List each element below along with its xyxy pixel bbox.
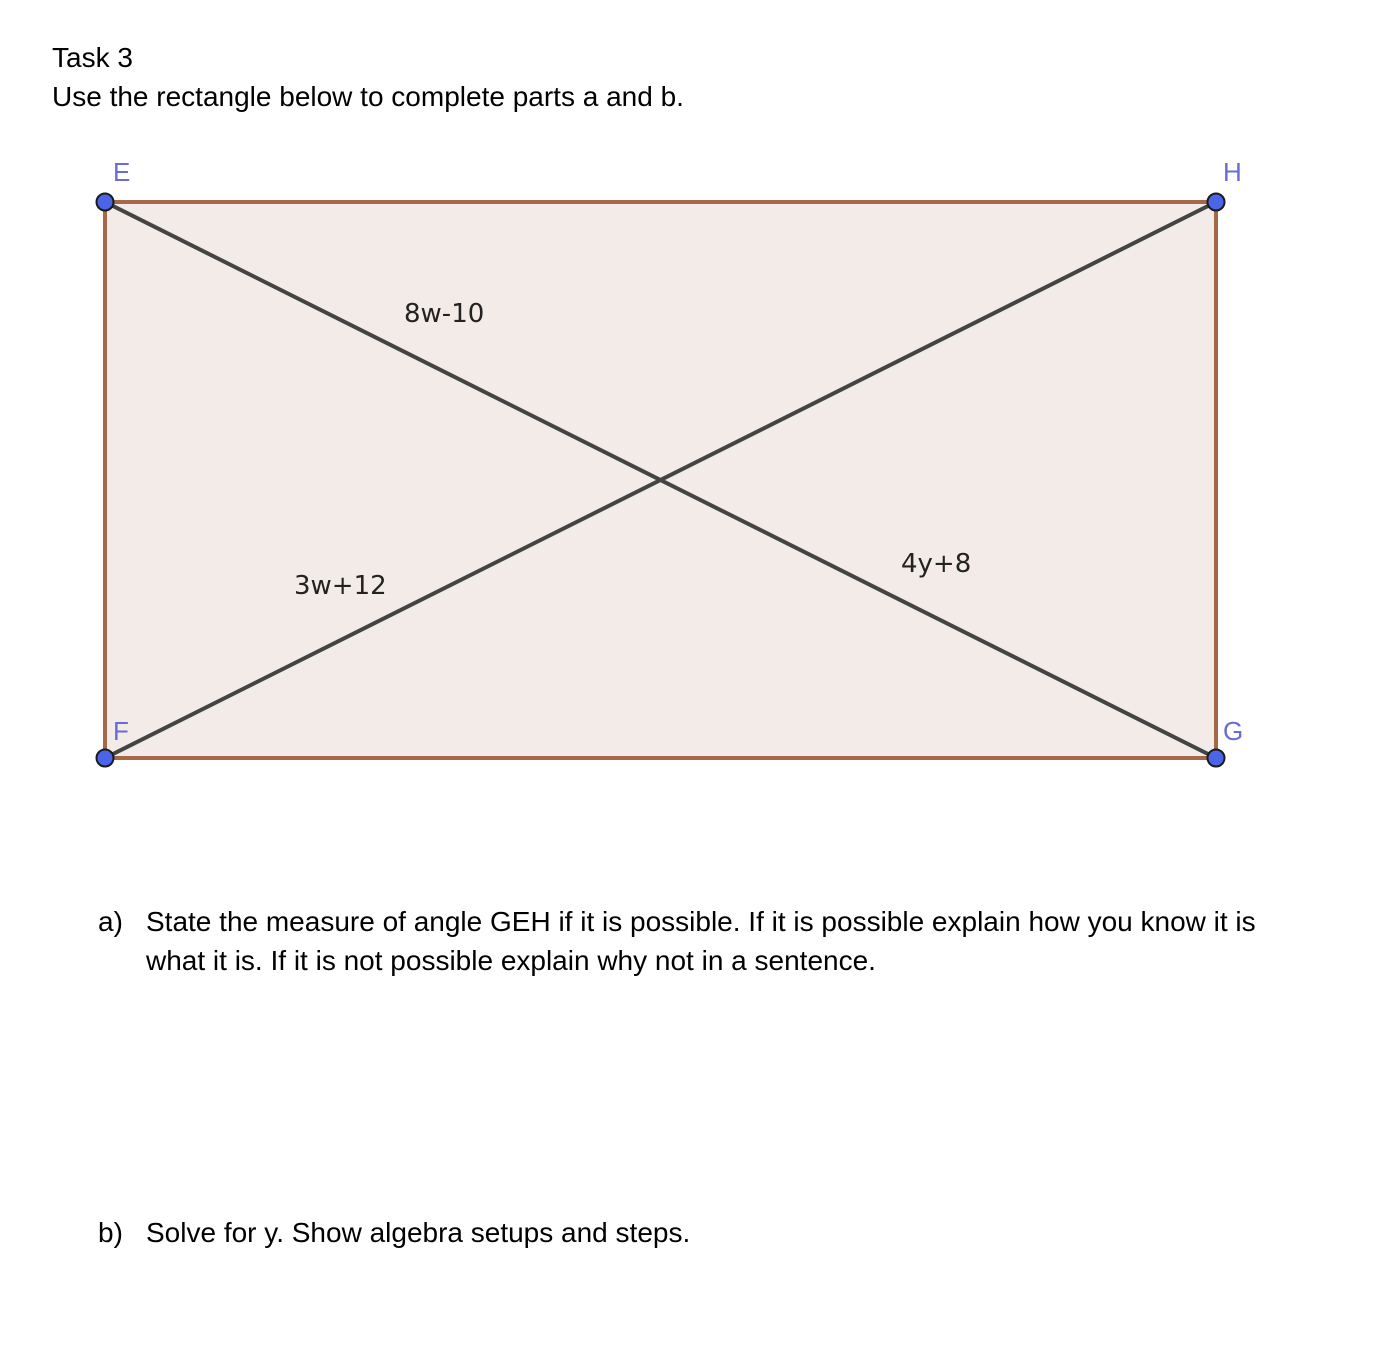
segment-label-8w-10: 8w-10 <box>404 299 485 329</box>
vertex-point-H[interactable] <box>1208 194 1225 211</box>
task-title: Task 3 <box>52 42 133 73</box>
question-a-text: State the measure of angle GEH if it is possible. If it is possible explain how you know it is what it is. If it is not possible explain why not in a sentence. <box>146 906 1256 976</box>
vertex-label-G: G <box>1223 716 1244 746</box>
question-b-marker: b) <box>98 1217 123 1248</box>
vertex-label-E: E <box>113 157 131 187</box>
task-instruction: Use the rectangle below to complete parts a and b. <box>52 81 684 112</box>
vertex-point-F[interactable] <box>97 750 114 767</box>
question-a <box>98 902 1286 980</box>
segment-label-3w+12: 3w+12 <box>294 571 387 601</box>
vertex-label-H: H <box>1223 157 1242 187</box>
question-b-text: Solve for y. Show algebra setups and steps. <box>146 1217 691 1248</box>
vertex-label-F: F <box>113 716 129 746</box>
segment-label-4y+8: 4y+8 <box>901 549 972 579</box>
vertex-point-G[interactable] <box>1208 750 1225 767</box>
question-a-marker: a) <box>98 906 123 937</box>
question-b <box>98 1213 1286 1252</box>
vertex-point-E[interactable] <box>97 194 114 211</box>
